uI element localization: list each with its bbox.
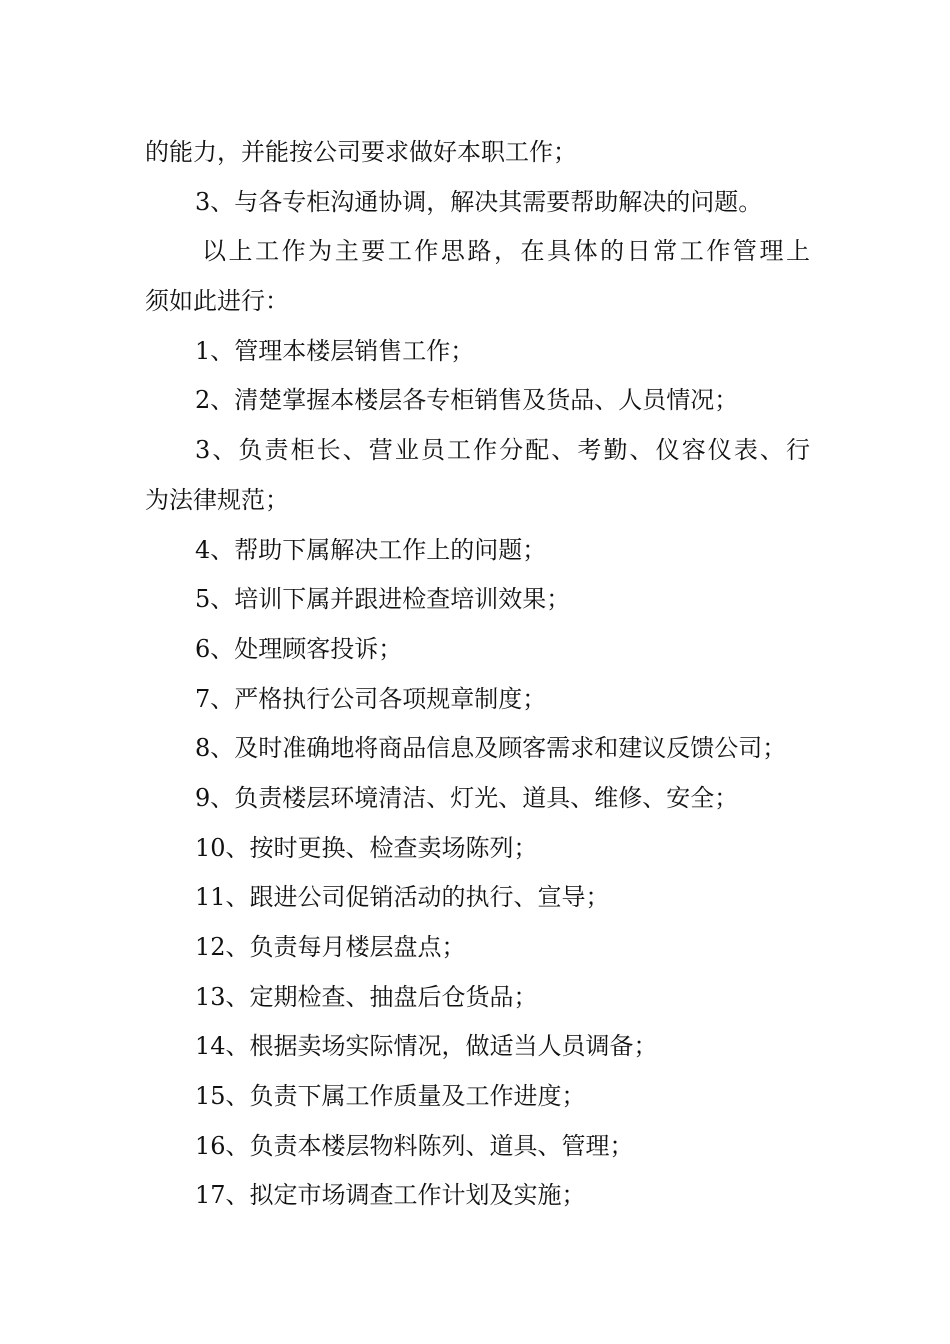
text-line: 3、负责柜长、营业员工作分配、考勤、仪容仪表、行 (195, 436, 810, 465)
text-line: 5、培训下属并跟进检查培训效果； (195, 585, 571, 614)
text-line: 12、负责每月楼层盘点； (195, 933, 466, 961)
text-line: 3、与各专柜沟通协调，解决其需要帮助解决的问题。 (195, 187, 763, 216)
text-line: 8、及时准确地将商品信息及顾客需求和建议反馈公司； (195, 734, 787, 763)
text-line: 16、负责本楼层物料陈列、道具、管理； (195, 1131, 634, 1160)
text-line: 1、管理本楼层销售工作； (195, 336, 475, 365)
text-line: 4、帮助下属解决工作上的问题； (195, 535, 547, 564)
text-line: 为法律规范； (145, 485, 289, 514)
text-line: 2、清楚掌握本楼层各专柜销售及货品、人员情况； (195, 386, 739, 415)
text-line: 13、定期检查、抽盘后仓货品； (195, 982, 538, 1011)
text-line: 11、跟进公司促销活动的执行、宣导； (195, 883, 610, 912)
text-line: 15、负责下属工作质量及工作进度； (195, 1082, 586, 1111)
text-line: 9、负责楼层环境清洁、灯光、道具、维修、安全； (195, 783, 739, 812)
text-line: 14、根据卖场实际情况，做适当人员调备； (195, 1032, 658, 1061)
text-line: 7、严格执行公司各项规章制度； (195, 684, 547, 713)
text-line: 10、按时更换、检查卖场陈列； (195, 833, 538, 862)
text-line: 的能力，并能按公司要求做好本职工作； (145, 138, 577, 166)
text-line: 17、拟定市场调查工作计划及实施； (195, 1181, 586, 1210)
text-line: 须如此进行： (145, 287, 289, 316)
text-line: 6、处理顾客投诉； (195, 634, 403, 663)
document-body (145, 128, 810, 1221)
text-line: 以上工作为主要工作思路，在具体的日常工作管理上 (202, 237, 810, 266)
